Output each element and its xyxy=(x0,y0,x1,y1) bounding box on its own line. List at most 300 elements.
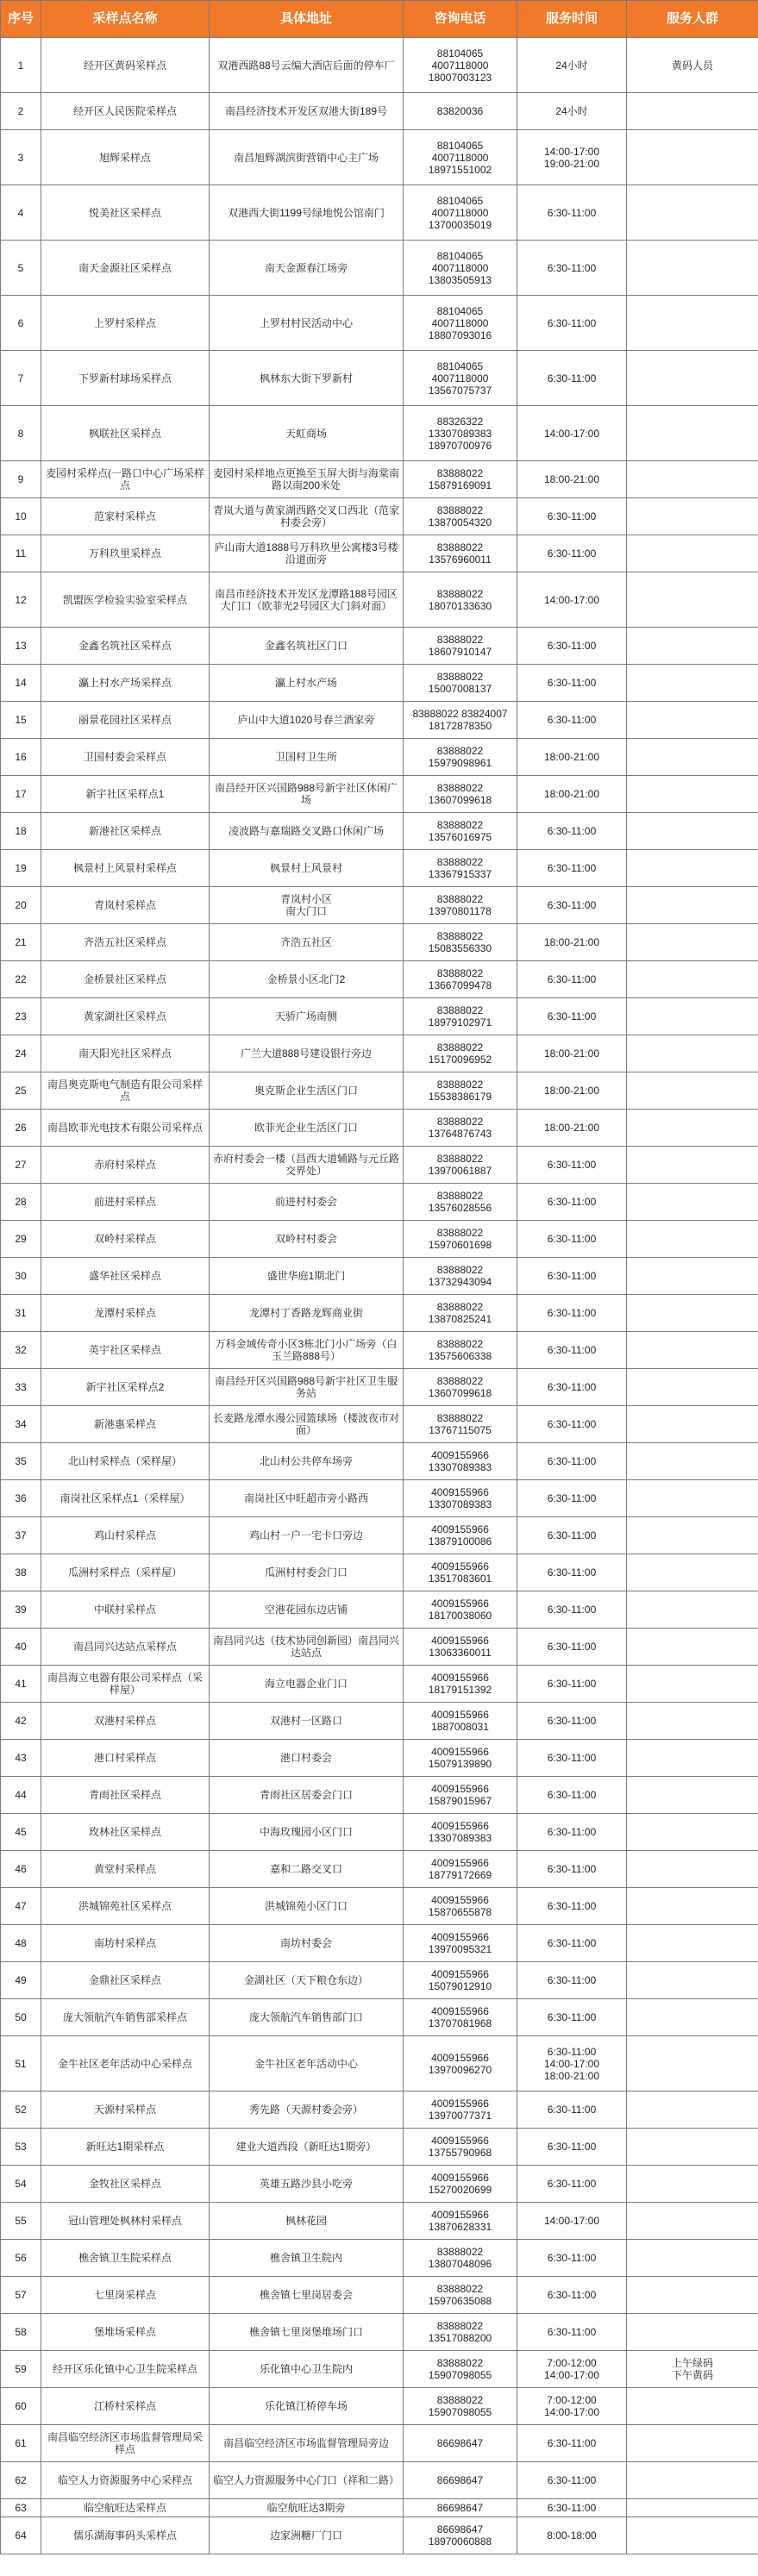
cell-hours: 6:30-11:00 xyxy=(517,1406,627,1443)
cell-phone: 83888022 15907098055 xyxy=(404,2388,517,2425)
table-row xyxy=(1,130,758,185)
table-body xyxy=(1,38,758,2554)
cell-no: 30 xyxy=(1,1258,41,1295)
cell-no: 9 xyxy=(1,461,41,498)
cell-hours: 6:30-11:00 xyxy=(517,1258,627,1295)
cell-no: 36 xyxy=(1,1480,41,1517)
cell-hours: 6:30-11:00 xyxy=(517,1666,627,1703)
cell-phone: 4009155966 13970095321 xyxy=(404,1925,517,1962)
cell-name: 新港惠采样点 xyxy=(41,1406,210,1443)
cell-group xyxy=(627,1295,758,1332)
table-row xyxy=(1,296,758,351)
table-row xyxy=(1,2277,758,2314)
cell-group xyxy=(627,1221,758,1258)
cell-name: 天源村采样点 xyxy=(41,2091,210,2129)
cell-no: 39 xyxy=(1,1591,41,1629)
cell-group xyxy=(627,924,758,961)
cell-phone: 83888022 18607910147 xyxy=(404,628,517,665)
table-row xyxy=(1,93,758,130)
cell-address: 广兰大道888号建设银行旁边 xyxy=(210,1035,404,1072)
table-row xyxy=(1,1332,758,1369)
cell-no: 51 xyxy=(1,2036,41,2091)
table-row xyxy=(1,2388,758,2425)
cell-address: 赤府村委会一楼（昌西大道辅路与元丘路交界处） xyxy=(210,1147,404,1184)
table-row xyxy=(1,2129,758,2166)
table-row xyxy=(1,1295,758,1332)
cell-name: 英宇社区采样点 xyxy=(41,1332,210,1369)
cell-no: 37 xyxy=(1,1517,41,1554)
cell-phone: 83888022 13870054320 xyxy=(404,498,517,535)
cell-phone: 83888022 18070133630 xyxy=(404,572,517,628)
cell-name: 儒乐湖海事码头采样点 xyxy=(41,2517,210,2554)
cell-address: 海立电器企业门口 xyxy=(210,1666,404,1703)
cell-name: 临空人力资源服务中心采样点 xyxy=(41,2462,210,2499)
cell-address: 长麦路龙潭水漫公园篮球场（楼波夜市对面） xyxy=(210,1406,404,1443)
cell-address: 建业大道西段（新旺达1期旁） xyxy=(210,2129,404,2166)
cell-hours: 6:30-11:00 xyxy=(517,535,627,572)
cell-no: 44 xyxy=(1,1777,41,1814)
cell-group xyxy=(627,2240,758,2277)
cell-address: 齐浩五社区 xyxy=(210,924,404,961)
cell-group xyxy=(627,1517,758,1554)
cell-phone: 4009155966 13879100086 xyxy=(404,1517,517,1554)
table-header-row xyxy=(1,1,758,38)
cell-hours: 14:00-17:00 xyxy=(517,2203,627,2240)
table-row xyxy=(1,2203,758,2240)
cell-group xyxy=(627,1740,758,1777)
cell-name: 瀛上村水产场采样点 xyxy=(41,665,210,702)
table-row xyxy=(1,498,758,535)
cell-hours: 6:30-11:00 xyxy=(517,1888,627,1925)
header-phone: 咨询电话 xyxy=(404,1,517,38)
cell-group xyxy=(627,185,758,241)
table-row xyxy=(1,406,758,461)
cell-address: 青雨社区居委会门口 xyxy=(210,1777,404,1814)
table-row xyxy=(1,1110,758,1147)
cell-phone: 83820036 xyxy=(404,93,517,130)
cell-name: 南昌临空经济区市场监督管理局采样点 xyxy=(41,2425,210,2462)
cell-hours: 6:30-11:00 xyxy=(517,1999,627,2036)
cell-group xyxy=(627,241,758,296)
cell-group xyxy=(627,776,758,813)
cell-phone: 83888022 13607099618 xyxy=(404,1369,517,1406)
cell-address: 中海玫瑰园小区门口 xyxy=(210,1814,404,1851)
cell-phone: 83888022 15007008137 xyxy=(404,665,517,702)
table-row xyxy=(1,665,758,702)
cell-no: 10 xyxy=(1,498,41,535)
cell-hours: 6:30-11:00 xyxy=(517,351,627,406)
cell-address: 双港村一区路口 xyxy=(210,1703,404,1740)
cell-name: 江桥村采样点 xyxy=(41,2388,210,2425)
cell-address: 金湖社区（天下粮仓东边） xyxy=(210,1962,404,1999)
table-row xyxy=(1,1591,758,1629)
cell-hours: 6:30-11:00 xyxy=(517,665,627,702)
cell-hours: 6:30-11:00 xyxy=(517,2091,627,2129)
header-name: 采样点名称 xyxy=(41,1,210,38)
cell-name: 青岚村采样点 xyxy=(41,887,210,924)
cell-no: 52 xyxy=(1,2091,41,2129)
table-row xyxy=(1,776,758,813)
cell-no: 32 xyxy=(1,1332,41,1369)
cell-name: 庞大领航汽车销售部采样点 xyxy=(41,1999,210,2036)
cell-address: 秀先路（天源村委会旁） xyxy=(210,2091,404,2129)
cell-name: 冠山管理处枫林村采样点 xyxy=(41,2203,210,2240)
cell-name: 金牛社区老年活动中心采样点 xyxy=(41,2036,210,2091)
cell-name: 金牧社区采样点 xyxy=(41,2166,210,2203)
cell-hours: 18:00-21:00 xyxy=(517,776,627,813)
cell-no: 42 xyxy=(1,1703,41,1740)
cell-no: 1 xyxy=(1,38,41,93)
cell-group xyxy=(627,998,758,1035)
cell-group: 黄码人员 xyxy=(627,38,758,93)
cell-address: 万科金域传奇小区3栋北门小广场旁（白玉兰路888号） xyxy=(210,1332,404,1369)
cell-name: 鸡山村采样点 xyxy=(41,1517,210,1554)
cell-name: 双港村采样点 xyxy=(41,1703,210,1740)
cell-name: 旭辉采样点 xyxy=(41,130,210,185)
cell-name: 南昌海立电器有限公司采样点（采样屋） xyxy=(41,1666,210,1703)
cell-hours: 6:30-11:00 xyxy=(517,2129,627,2166)
cell-name: 中联村采样点 xyxy=(41,1591,210,1629)
cell-phone: 4009155966 18779172669 xyxy=(404,1851,517,1888)
cell-hours: 6:30-11:00 xyxy=(517,2240,627,2277)
cell-group xyxy=(627,1369,758,1406)
cell-group xyxy=(627,665,758,702)
cell-name: 悦美社区采样点 xyxy=(41,185,210,241)
cell-name: 盛华社区采样点 xyxy=(41,1258,210,1295)
table-row xyxy=(1,1147,758,1184)
cell-address: 庞大领航汽车销售部门口 xyxy=(210,1999,404,2036)
cell-no: 7 xyxy=(1,351,41,406)
cell-hours: 6:30-11:00 xyxy=(517,1851,627,1888)
cell-group xyxy=(627,850,758,887)
table-row xyxy=(1,2036,758,2091)
cell-no: 47 xyxy=(1,1888,41,1925)
cell-name: 玫林社区采样点 xyxy=(41,1814,210,1851)
table-row xyxy=(1,1221,758,1258)
table-row xyxy=(1,241,758,296)
cell-group xyxy=(627,1110,758,1147)
cell-group xyxy=(627,130,758,185)
cell-address: 卫国村卫生所 xyxy=(210,739,404,776)
cell-no: 57 xyxy=(1,2277,41,2314)
table-row xyxy=(1,2166,758,2203)
cell-address: 金鑫名筑社区门口 xyxy=(210,628,404,665)
cell-no: 27 xyxy=(1,1147,41,1184)
table-row xyxy=(1,461,758,498)
cell-group xyxy=(627,1629,758,1666)
cell-group xyxy=(627,351,758,406)
cell-no: 46 xyxy=(1,1851,41,1888)
cell-phone: 83888022 13576028556 xyxy=(404,1184,517,1221)
cell-name: 新宇社区采样点1 xyxy=(41,776,210,813)
cell-no: 34 xyxy=(1,1406,41,1443)
cell-no: 21 xyxy=(1,924,41,961)
cell-no: 54 xyxy=(1,2166,41,2203)
cell-hours: 6:30-11:00 xyxy=(517,850,627,887)
cell-no: 33 xyxy=(1,1369,41,1406)
table-row xyxy=(1,1072,758,1110)
cell-name: 洪城锦苑社区采样点 xyxy=(41,1888,210,1925)
cell-address: 南昌经开区兴国路988号新宇社区卫生服务站 xyxy=(210,1369,404,1406)
table-row xyxy=(1,1554,758,1591)
cell-address: 樵舍镇七里岗居委会 xyxy=(210,2277,404,2314)
table-row xyxy=(1,1369,758,1406)
cell-address: 前进村村委会 xyxy=(210,1184,404,1221)
cell-address: 港口村委会 xyxy=(210,1740,404,1777)
cell-group xyxy=(627,1777,758,1814)
cell-address: 边家洲糖厂门口 xyxy=(210,2517,404,2554)
cell-no: 41 xyxy=(1,1666,41,1703)
cell-group xyxy=(627,1925,758,1962)
cell-group xyxy=(627,2462,758,2499)
table-row xyxy=(1,924,758,961)
cell-group xyxy=(627,2166,758,2203)
cell-hours: 6:30-11:00 xyxy=(517,1740,627,1777)
cell-phone: 83888022 13767115075 xyxy=(404,1406,517,1443)
cell-address: 上罗村村民活动中心 xyxy=(210,296,404,351)
cell-phone: 4009155966 13063360011 xyxy=(404,1629,517,1666)
table-row xyxy=(1,813,758,850)
cell-no: 59 xyxy=(1,2351,41,2388)
cell-group xyxy=(627,93,758,130)
cell-address: 麦园村采样地点更换至玉屏大街与海棠南路以南200米处 xyxy=(210,461,404,498)
cell-no: 63 xyxy=(1,2499,41,2517)
cell-group xyxy=(627,1332,758,1369)
cell-address: 枫景村上风景村 xyxy=(210,850,404,887)
cell-hours: 6:30-11:00 xyxy=(517,1591,627,1629)
cell-name: 南坊村采样点 xyxy=(41,1925,210,1962)
table-row xyxy=(1,1814,758,1851)
cell-hours: 6:30-11:00 xyxy=(517,241,627,296)
cell-hours: 18:00-21:00 xyxy=(517,739,627,776)
table-row xyxy=(1,739,758,776)
table-row xyxy=(1,1666,758,1703)
cell-phone: 83888022 18979102971 xyxy=(404,998,517,1035)
table-row xyxy=(1,1777,758,1814)
cell-phone: 83888022 13970801178 xyxy=(404,887,517,924)
cell-phone: 83888022 15083556330 xyxy=(404,924,517,961)
cell-address: 乐化镇中心卫生院内 xyxy=(210,2351,404,2388)
cell-name: 黄家湖社区采样点 xyxy=(41,998,210,1035)
table-row xyxy=(1,1406,758,1443)
cell-group xyxy=(627,2091,758,2129)
cell-no: 13 xyxy=(1,628,41,665)
table-row xyxy=(1,535,758,572)
cell-phone: 83888022 15970635088 xyxy=(404,2277,517,2314)
table-row xyxy=(1,1999,758,2036)
cell-hours: 6:30-11:00 xyxy=(517,887,627,924)
cell-phone: 4009155966 15870655878 xyxy=(404,1888,517,1925)
cell-address: 南昌市经济技术开发区龙潭路188号园区大门口（欧菲光2号园区大门斜对面） xyxy=(210,572,404,628)
cell-hours: 14:00-17:00 19:00-21:00 xyxy=(517,130,627,185)
cell-address: 双港西大街1199号绿地悦公馆南门 xyxy=(210,185,404,241)
cell-phone: 83888022 13367915337 xyxy=(404,850,517,887)
table-row xyxy=(1,850,758,887)
cell-name: 齐浩五社区采样点 xyxy=(41,924,210,961)
cell-phone: 83888022 13807048096 xyxy=(404,2240,517,2277)
cell-hours: 6:30-11:00 xyxy=(517,1369,627,1406)
cell-hours: 6:30-11:00 xyxy=(517,1629,627,1666)
table-row xyxy=(1,1035,758,1072)
table-row xyxy=(1,2425,758,2462)
cell-hours: 6:30-11:00 xyxy=(517,702,627,739)
cell-phone: 4009155966 15079139890 xyxy=(404,1740,517,1777)
cell-name: 新港社区采样点 xyxy=(41,813,210,850)
cell-group xyxy=(627,702,758,739)
cell-name: 下罗新村球场采样点 xyxy=(41,351,210,406)
cell-group xyxy=(627,1184,758,1221)
cell-address: 南天金源春江场旁 xyxy=(210,241,404,296)
table-row xyxy=(1,998,758,1035)
cell-no: 40 xyxy=(1,1629,41,1666)
header-no: 序号 xyxy=(1,1,41,38)
cell-phone: 4009155966 13307089383 xyxy=(404,1480,517,1517)
table-row xyxy=(1,1517,758,1554)
cell-phone: 88104065 4007118000 18971551002 xyxy=(404,130,517,185)
cell-address: 庐山南大道1888号万科玖里公寓楼3号楼沿道面旁 xyxy=(210,535,404,572)
cell-hours: 6:30-11:00 xyxy=(517,185,627,241)
cell-phone: 83888022 15170096952 xyxy=(404,1035,517,1072)
cell-no: 12 xyxy=(1,572,41,628)
cell-name: 青雨社区采样点 xyxy=(41,1777,210,1814)
cell-no: 61 xyxy=(1,2425,41,2462)
cell-hours: 6:30-11:00 xyxy=(517,1443,627,1480)
cell-hours: 6:30-11:00 xyxy=(517,1147,627,1184)
cell-name: 经开区黄码采样点 xyxy=(41,38,210,93)
cell-no: 17 xyxy=(1,776,41,813)
cell-group xyxy=(627,2314,758,2351)
cell-phone: 83888022 13764876743 xyxy=(404,1110,517,1147)
cell-no: 5 xyxy=(1,241,41,296)
cell-no: 11 xyxy=(1,535,41,572)
cell-name: 樵舍镇卫生院采样点 xyxy=(41,2240,210,2277)
cell-name: 经开区人民医院采样点 xyxy=(41,93,210,130)
cell-hours: 6:30-11:00 xyxy=(517,1962,627,1999)
table-row xyxy=(1,1258,758,1295)
cell-phone: 4009155966 13307089383 xyxy=(404,1443,517,1480)
cell-group xyxy=(627,2036,758,2091)
cell-address: 金桥景小区北门2 xyxy=(210,961,404,998)
cell-hours: 6:30-11:00 xyxy=(517,2166,627,2203)
cell-no: 25 xyxy=(1,1072,41,1110)
cell-address: 洪城锦苑小区门口 xyxy=(210,1888,404,1925)
cell-hours: 18:00-21:00 xyxy=(517,1110,627,1147)
cell-group xyxy=(627,1554,758,1591)
cell-address: 北山村公共停车场旁 xyxy=(210,1443,404,1480)
table-row xyxy=(1,2351,758,2388)
cell-phone: 83888022 15970601698 xyxy=(404,1221,517,1258)
cell-name: 港口村采样点 xyxy=(41,1740,210,1777)
cell-group xyxy=(627,1703,758,1740)
cell-address: 青岚大道与黄家湖西路交叉口西北（范家村委会旁） xyxy=(210,498,404,535)
cell-phone: 83888022 83824007 18172878350 xyxy=(404,702,517,739)
cell-phone: 88104065 4007118000 13803505913 xyxy=(404,241,517,296)
cell-group xyxy=(627,739,758,776)
cell-no: 48 xyxy=(1,1925,41,1962)
cell-address: 南岗社区中旺超市旁小路西 xyxy=(210,1480,404,1517)
cell-hours: 6:30-11:00 xyxy=(517,1554,627,1591)
cell-address: 南昌临空经济区市场监督管理局旁边 xyxy=(210,2425,404,2462)
cell-address: 临空人力资源服务中心门口（祥和二路） xyxy=(210,2462,404,2499)
cell-name: 麦园村采样点(一路口中心广场采样点 xyxy=(41,461,210,498)
cell-no: 60 xyxy=(1,2388,41,2425)
cell-hours: 18:00-21:00 xyxy=(517,1072,627,1110)
cell-no: 28 xyxy=(1,1184,41,1221)
cell-phone: 4009155966 15270020699 xyxy=(404,2166,517,2203)
cell-address: 金牛社区老年活动中心 xyxy=(210,2036,404,2091)
cell-address: 樵舍镇七里岗堡堆场门口 xyxy=(210,2314,404,2351)
cell-group xyxy=(627,1999,758,2036)
cell-no: 16 xyxy=(1,739,41,776)
cell-name: 新宇社区采样点2 xyxy=(41,1369,210,1406)
cell-address: 奥克斯企业生活区门口 xyxy=(210,1072,404,1110)
cell-phone: 4009155966 15079012910 xyxy=(404,1962,517,1999)
cell-group xyxy=(627,1480,758,1517)
cell-phone: 83888022 13607099618 xyxy=(404,776,517,813)
cell-no: 20 xyxy=(1,887,41,924)
cell-no: 49 xyxy=(1,1962,41,1999)
cell-address: 英雄五路沙县小吃旁 xyxy=(210,2166,404,2203)
table-row xyxy=(1,38,758,93)
cell-address: 瀛上村水产场 xyxy=(210,665,404,702)
cell-hours: 6:30-11:00 xyxy=(517,2425,627,2462)
cell-address: 欧菲光企业生活区门口 xyxy=(210,1110,404,1147)
cell-no: 56 xyxy=(1,2240,41,2277)
cell-hours: 6:30-11:00 xyxy=(517,1480,627,1517)
cell-no: 24 xyxy=(1,1035,41,1072)
cell-name: 金鼎社区采样点 xyxy=(41,1962,210,1999)
cell-group xyxy=(627,628,758,665)
cell-hours: 18:00-21:00 xyxy=(517,924,627,961)
cell-hours: 6:30-11:00 xyxy=(517,2277,627,2314)
cell-phone: 4009155966 13870628331 xyxy=(404,2203,517,2240)
cell-address: 天骄广场南侧 xyxy=(210,998,404,1035)
cell-group xyxy=(627,1888,758,1925)
table-row xyxy=(1,1925,758,1962)
cell-phone: 88326322 13307089383 18970700976 xyxy=(404,406,517,461)
cell-name: 龙潭村采样点 xyxy=(41,1295,210,1332)
table-row xyxy=(1,887,758,924)
table-row xyxy=(1,1629,758,1666)
cell-group xyxy=(627,1072,758,1110)
cell-address: 枫林东大街下罗新村 xyxy=(210,351,404,406)
cell-phone: 86698647 xyxy=(404,2499,517,2517)
cell-name: 双岭村采样点 xyxy=(41,1221,210,1258)
cell-group xyxy=(627,2203,758,2240)
cell-phone: 83888022 15538386179 xyxy=(404,1072,517,1110)
cell-name: 临空航旺达采样点 xyxy=(41,2499,210,2517)
cell-phone: 88104065 4007118000 13567075737 xyxy=(404,351,517,406)
cell-name: 金鑫名筑社区采样点 xyxy=(41,628,210,665)
cell-address: 南昌经开区兴国路988号新宇社区休闲广场 xyxy=(210,776,404,813)
cell-group xyxy=(627,2388,758,2425)
cell-no: 22 xyxy=(1,961,41,998)
table-row xyxy=(1,1443,758,1480)
cell-address: 庐山中大道1020号春兰酒家旁 xyxy=(210,702,404,739)
cell-hours: 6:30-11:00 xyxy=(517,1332,627,1369)
cell-no: 62 xyxy=(1,2462,41,2499)
cell-address: 天虹商场 xyxy=(210,406,404,461)
header-address: 具体地址 xyxy=(210,1,404,38)
cell-no: 53 xyxy=(1,2129,41,2166)
cell-name: 前进村采样点 xyxy=(41,1184,210,1221)
cell-name: 七里岗采样点 xyxy=(41,2277,210,2314)
table-row xyxy=(1,1740,758,1777)
cell-no: 23 xyxy=(1,998,41,1035)
table-row xyxy=(1,2517,758,2554)
table-row xyxy=(1,702,758,739)
cell-phone: 4009155966 13707081968 xyxy=(404,1999,517,2036)
